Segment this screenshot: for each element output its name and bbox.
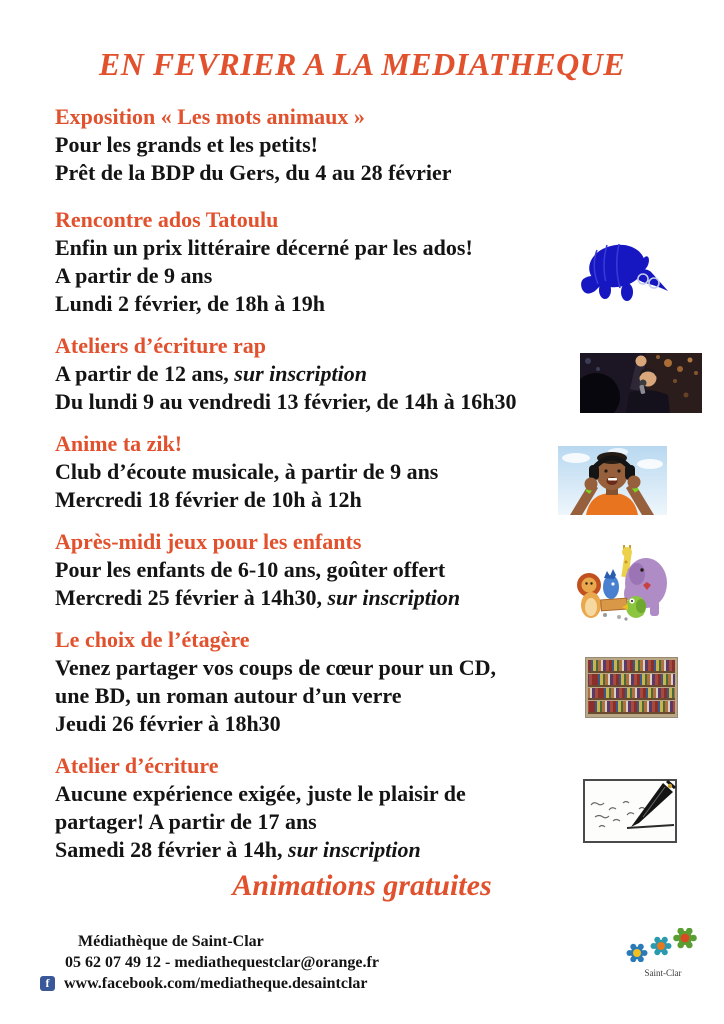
section-line: Lundi 2 février, de 18h à 19h: [55, 291, 325, 316]
gear-flowers-icon: [624, 928, 702, 962]
facebook-icon: f: [40, 976, 55, 991]
section-line: Samedi 28 février à 14h, sur inscription: [55, 837, 421, 862]
events-list: [55, 103, 600, 878]
section-line: Du lundi 9 au vendredi 13 février, de 14h à 16h30: [55, 389, 517, 414]
section-title: Atelier d’écriture: [55, 753, 219, 778]
tatoulu-armadillo-image: [575, 232, 670, 313]
section-line: partager! A partir de 17 ans: [55, 809, 317, 834]
saint-clar-logo: [622, 928, 704, 978]
free-events-banner: Animations gratuites: [232, 869, 492, 902]
bookshelf-photo: [585, 657, 678, 718]
section-apres-midi-jeux: [55, 528, 600, 612]
contact-block: [40, 931, 379, 994]
section-title: Rencontre ados Tatoulu: [55, 207, 279, 232]
section-title: Ateliers d’écriture rap: [55, 333, 266, 358]
bookshelf-row: [588, 674, 675, 687]
section-line: Pour les enfants de 6-10 ans, goûter offert: [55, 557, 446, 582]
section-line: Mercredi 18 février de 10h à 12h: [55, 487, 362, 512]
section-rencontre-ados: [55, 206, 600, 318]
italic-note: sur inscription: [288, 837, 421, 862]
child-headphones-photo: [558, 446, 667, 520]
library-name: Médiathèque de Saint-Clar: [78, 933, 264, 950]
pen-writing-image: [583, 779, 677, 848]
section-line: Jeudi 26 février à 18h30: [55, 711, 281, 736]
section-title: Exposition « Les mots animaux »: [55, 104, 365, 129]
bookshelf-row: [588, 701, 675, 714]
page-title: EN FEVRIER A LA MEDIATHEQUE: [98, 46, 626, 82]
section-line: Prêt de la BDP du Gers, du 4 au 28 février: [55, 160, 452, 185]
section-line: Aucune expérience exigée, juste le plaisir de: [55, 781, 466, 806]
section-anime-ta-zik: [55, 430, 600, 514]
phone-email: 05 62 07 49 12 - mediathequestclar@orange.fr: [65, 954, 379, 971]
italic-note: sur inscription: [234, 361, 367, 386]
section-line: une BD, un roman autour d’un verre: [55, 683, 402, 708]
facebook-row: [40, 973, 379, 994]
cartoon-animals-games: [573, 543, 670, 628]
section-choix-etagere: [55, 626, 600, 738]
section-line: Venez partager vos coups de cœur pour un CD,: [55, 655, 497, 680]
section-line: A partir de 12 ans, sur inscription: [55, 361, 367, 386]
section-line: Mercredi 25 février à 14h30, sur inscription: [55, 585, 461, 610]
section-line: Club d’écoute musicale, à partir de 9 ans: [55, 459, 439, 484]
section-exposition: [55, 103, 600, 187]
section-line: A partir de 9 ans: [55, 263, 213, 288]
section-title: Après-midi jeux pour les enfants: [55, 529, 362, 554]
section-ateliers-rap: [55, 332, 600, 416]
section-title: Anime ta zik!: [55, 431, 183, 456]
section-atelier-ecriture: [55, 752, 600, 864]
section-title: Le choix de l’étagère: [55, 627, 250, 652]
facebook-url: www.facebook.com/mediatheque.desaintclar: [64, 975, 368, 992]
italic-note: sur inscription: [327, 585, 461, 610]
rap-singer-photo: [580, 353, 702, 418]
bookshelf-row: [588, 688, 675, 701]
logo-label: Saint-Clar: [644, 968, 682, 978]
section-line: Enfin un prix littéraire décerné par les ados!: [55, 235, 473, 260]
bookshelf-row: [588, 660, 675, 673]
section-line: Pour les grands et les petits!: [55, 132, 318, 157]
